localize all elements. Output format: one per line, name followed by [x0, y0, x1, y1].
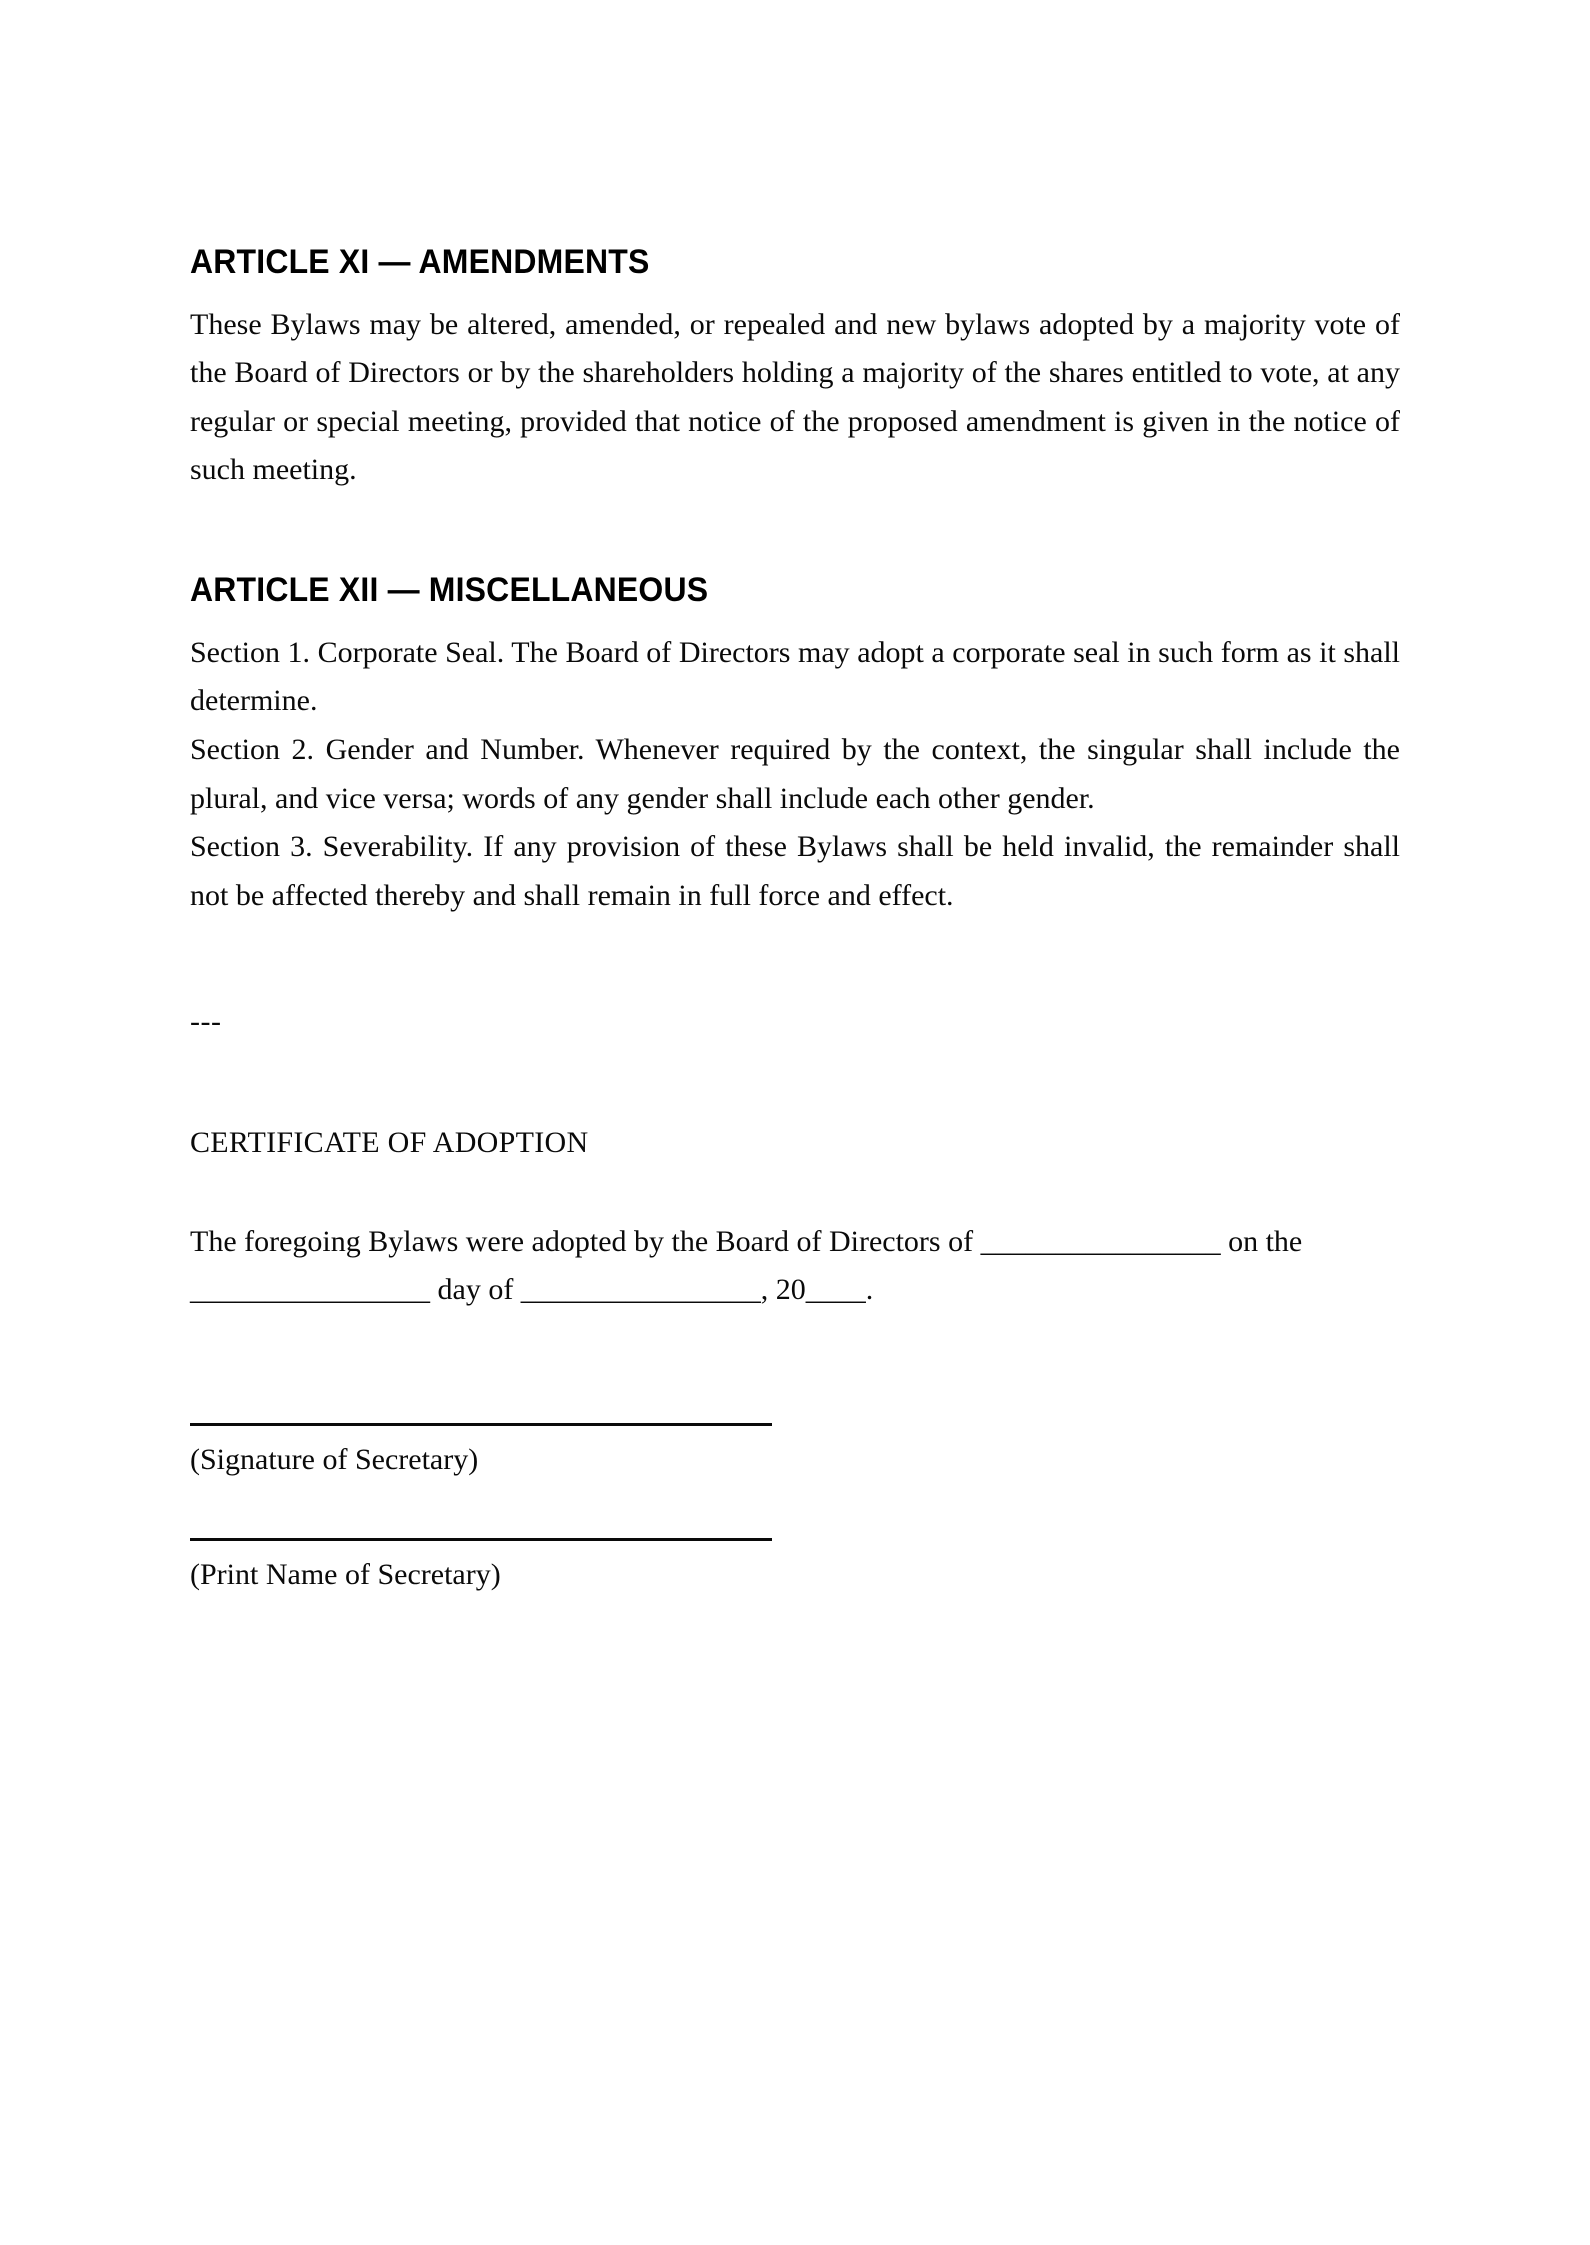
article-xii-section-1: Section 1. Corporate Seal. The Board of Directors may adopt a corporate seal in such form as it shall determine.: [190, 635, 1400, 718]
signature-line-secretary: [190, 1423, 772, 1426]
spacer-before-separator: [190, 920, 1400, 998]
signature-caption-print-name: (Print Name of Secretary): [190, 1557, 501, 1591]
spacer-before-adoption: [190, 1168, 1400, 1218]
document-content: [190, 245, 1400, 1597]
article-xi-heading: ARTICLE XI — AMENDMENTS: [190, 243, 650, 281]
certificate-title: CERTIFICATE OF ADOPTION: [190, 1125, 589, 1159]
spacer-before-signature-2: [190, 1482, 1400, 1538]
adoption-statement: The foregoing Bylaws were adopted by the Board of Directors of ________________ on the ________________ day of ________________, 20____.: [190, 1224, 1303, 1307]
article-xi-paragraph: These Bylaws may be altered, amended, or repealed and new bylaws adopted by a majority vote of the Board of Directors or by the shareholders holding a majority of the shares entitled to vote, at any regular or special meeting, provided that notice of the proposed amendment is given in the notice of such meeting.: [190, 307, 1400, 487]
signature-block-print-name: [190, 1538, 1400, 1597]
article-xii-section-2: Section 2. Gender and Number. Whenever required by the context, the singular shall include the plural, and vice versa; words of any gender shall include each other gender.: [190, 732, 1400, 815]
spacer-before-signature-1: [190, 1315, 1400, 1423]
signature-caption-secretary: (Signature of Secretary): [190, 1442, 479, 1476]
section-separator: ---: [190, 1005, 222, 1039]
article-xii-heading: ARTICLE XII — MISCELLANEOUS: [190, 571, 709, 610]
signature-block-secretary: [190, 1423, 1400, 1482]
spacer-after-separator: [190, 1047, 1400, 1119]
signature-line-print-name: [190, 1538, 772, 1541]
article-xii-section-3: Section 3. Severability. If any provision of these Bylaws shall be held invalid, the remainder shall not be affected thereby and shall remain in full force and effect.: [190, 830, 1400, 912]
